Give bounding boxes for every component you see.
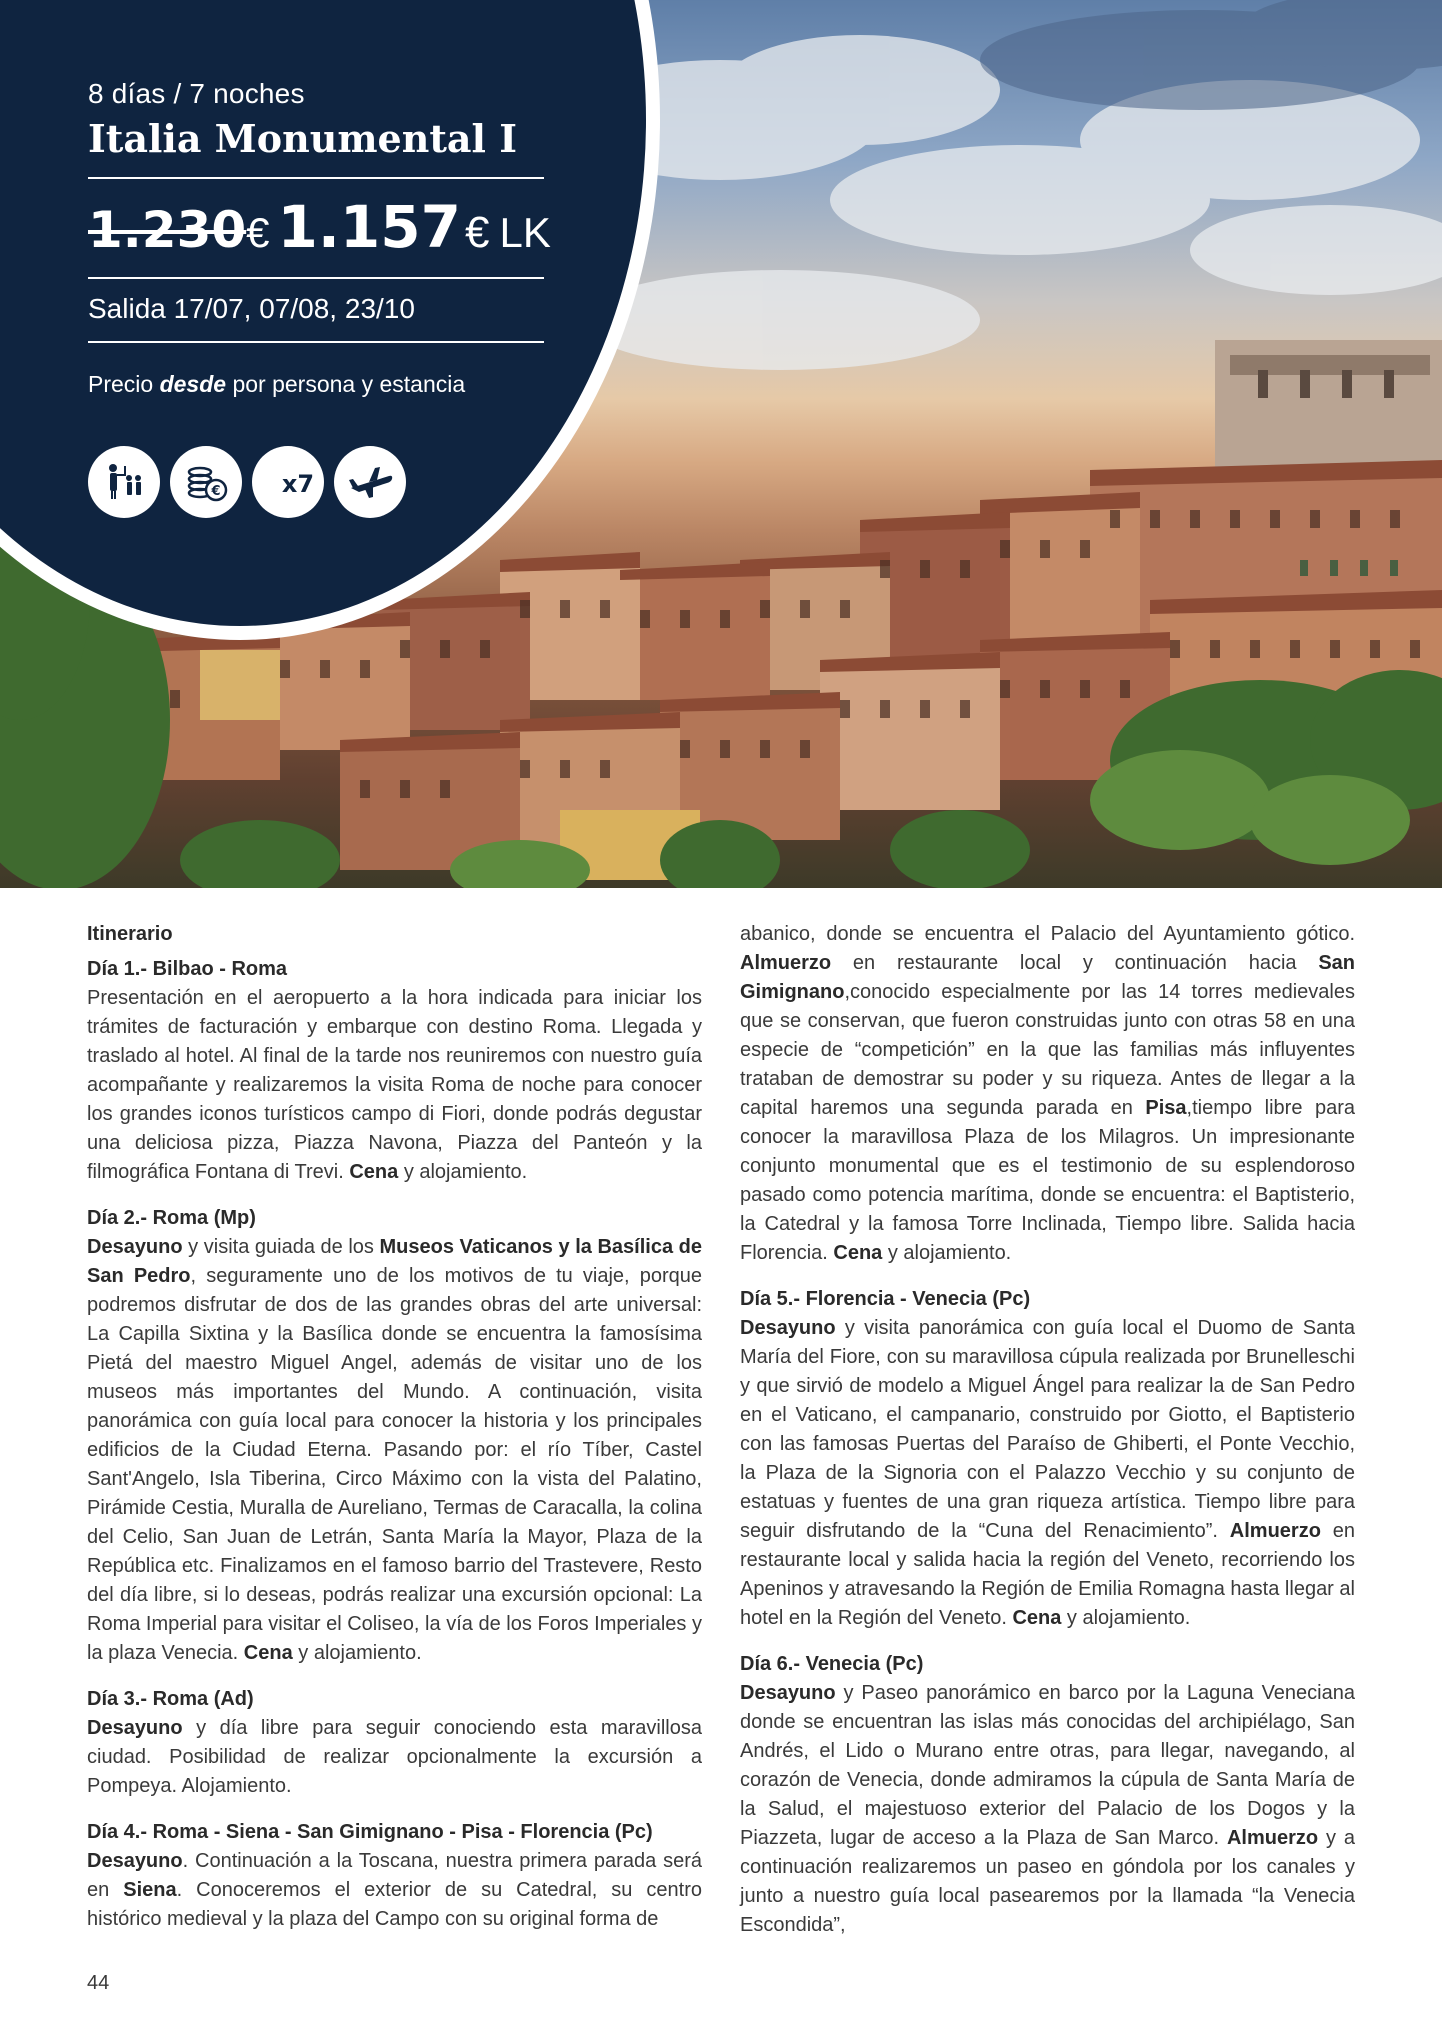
plane-icon — [334, 446, 406, 518]
nights-icon — [252, 446, 324, 518]
itinerary-column-left — [87, 920, 702, 1951]
day-title: Día 6.- Venecia (Pc) — [740, 1653, 924, 1675]
new-price: 1.157 — [277, 193, 461, 261]
price-tag: LK — [499, 209, 551, 256]
departure-dates: Salida 17/07, 07/08, 23/10 — [88, 293, 415, 324]
day-text: Presentación en el aeropuerto a la hora indicada para iniciar los trámites de facturación y embarque con destino Roma. Llegada y traslado al hotel. Al final de la tarde nos reuniremos con nuestro guía acompañante y realizaremos la visita Roma de noche para conocer los grandes iconos turísticos campo di Fiori, donde podrás degustar una deliciosa pizza, Piazza Navona, Piazza del Panteón y la filmográfica Fontana di Trevi. Cena y alojamiento. — [87, 987, 702, 1183]
itinerary-column-right — [740, 920, 1355, 1957]
day-4 — [87, 1818, 702, 1934]
day-title: Día 5.- Florencia - Venecia (Pc) — [740, 1288, 1031, 1310]
day-title: Día 2.- Roma (Mp) — [87, 1207, 256, 1229]
divider — [88, 341, 544, 343]
day-1 — [87, 955, 702, 1187]
day-2 — [87, 1204, 702, 1668]
svg-text:€: € — [211, 484, 221, 499]
day-text: Desayuno y día libre para seguir conociendo esta maravillosa ciudad. Posibilidad de realizar opcionalmente la excursión a Pompeya. Alojamiento. — [87, 1717, 702, 1797]
offer-info — [88, 78, 558, 518]
trip-title: Italia Monumental I — [88, 116, 517, 161]
day-text-start: Desayuno. Continuación a la Toscana, nuestra primera parada será en Siena. Conoceremos el exterior de su Catedral, su centro histórico medieval y la plaza del Campo con su original forma de — [87, 1850, 702, 1930]
itinerary-heading: Itinerario — [87, 923, 173, 945]
day-text: Desayuno y Paseo panorámico en barco por la Laguna Veneciana donde se encuentran las islas más conocidas del archipiélago, San Andrés, el Lido o Murano entre otras, para llegar, navegando, al corazón de Venecia, donde admiramos la cúpula de Santa María de la Salud, el majestuoso exterior del Palacio de los Dogos y la Piazzeta, lugar de acceso a la Plaza de San Marco. Almuerzo y a continuación realizaremos un paseo en góndola por los canales y junto a nuestro guía local pasearemos por la llamada “la Venecia Escondida”, — [740, 1682, 1356, 1936]
svg-text:x7: x7 — [281, 470, 314, 498]
old-price: 1.230 — [88, 201, 247, 259]
price-note: Precio desde por persona y estancia — [88, 371, 466, 397]
euro-coins-icon — [170, 446, 242, 518]
new-price-currency: € — [464, 208, 490, 257]
day-text: abanico, donde se encuentra el Palacio del Ayuntamiento gótico. Almuerzo en restaurante local y continuación hacia San Gimignano,conocido especialmente por las 14 torres medievales que se conservan, que fueron construidas junto con otras 58 en una especie de “competición” en la que las familias más influyentes trataban de demostrar su poder y su riqueza. Antes de llegar a la capital haremos una segunda parada en Pisa,tiempo libre para conocer la maravillosa Plaza de los Milagros. Un impresionante conjunto monumental que es el testimonio de su esplendoroso pasado como potencia marítima, donde se encuentra: el Baptisterio, la Catedral y la famosa Torre Inclinada, Tiempo libre. Salida hacia Florencia. Cena y alojamiento. — [740, 923, 1356, 1264]
day-6 — [740, 1650, 1355, 1940]
old-price-currency: € — [246, 209, 270, 256]
price-row — [88, 193, 558, 261]
trip-duration: 8 días / 7 noches — [88, 78, 305, 109]
day-text: Desayuno y visita panorámica con guía local el Duomo de Santa María del Fiore, con su maravillosa cúpula realizada por Brunelleschi y que sirvió de modelo a Miguel Ángel para realizar la de San Pedro en el Vaticano, el campanario, construido por Giotto, el Baptisterio con las famosas Puertas del Paraíso de Ghiberti, el Ponte Vecchio, la Plaza de la Signoria con el Palazzo Vecchio y su conjunto de estatuas y fuentes de una gran riqueza artística. Tiempo libre para seguir disfrutando de la “Cuna del Renacimiento”. Almuerzo en restaurante local y salida hacia la región del Veneto, recorriendo los Apeninos y atravesando la Región de Emilia Romagna hasta llegar al hotel en la Región del Veneto. Cena y alojamiento. — [740, 1317, 1355, 1629]
divider — [88, 177, 544, 179]
day-text: Desayuno y visita guiada de los Museos Vaticanos y la Basílica de San Pedro, seguramente uno de los motivos de tu viaje, porque podremos disfrutar de dos de las grandes obras del arte universal: La Capilla Sixtina y la Basílica donde se encuentra la famosísima Pietá del maestro Miguel Angel, además de visitar uno de los museos más importantes del Mundo. A continuación, visita panorámica con guía local para conocer la historia y los principales edificios de la Ciudad Eterna. Pasando por: el río Tíber, Castel Sant'Angelo, Isla Tiberina, Circo Máximo con la vista del Palatino, Pirámide Cestia, Muralla de Aureliano, Termas de Caracalla, la colina del Celio, San Juan de Letrán, Santa María la Mayor, Plaza de la República etc. Finalizamos en el famoso barrio del Trastevere, Resto del día libre, si lo deseas, podrás realizar una excursión opcional: La Roma Imperial para visitar el Coliseo, la vía de los Foros Imperiales y la plaza Venecia. Cena y alojamiento. — [87, 1236, 702, 1664]
service-icons — [88, 446, 558, 518]
page-number: 44 — [87, 1972, 110, 1994]
day-title: Día 1.- Bilbao - Roma — [87, 958, 288, 980]
day-5 — [740, 1285, 1355, 1633]
day-title: Día 4.- Roma - Siena - San Gimignano - Pisa - Florencia (Pc) — [87, 1821, 653, 1843]
guided-group-icon — [88, 446, 160, 518]
day-4-continued — [740, 920, 1355, 1268]
divider — [88, 277, 544, 279]
day-title: Día 3.- Roma (Ad) — [87, 1688, 254, 1710]
day-3 — [87, 1685, 702, 1801]
